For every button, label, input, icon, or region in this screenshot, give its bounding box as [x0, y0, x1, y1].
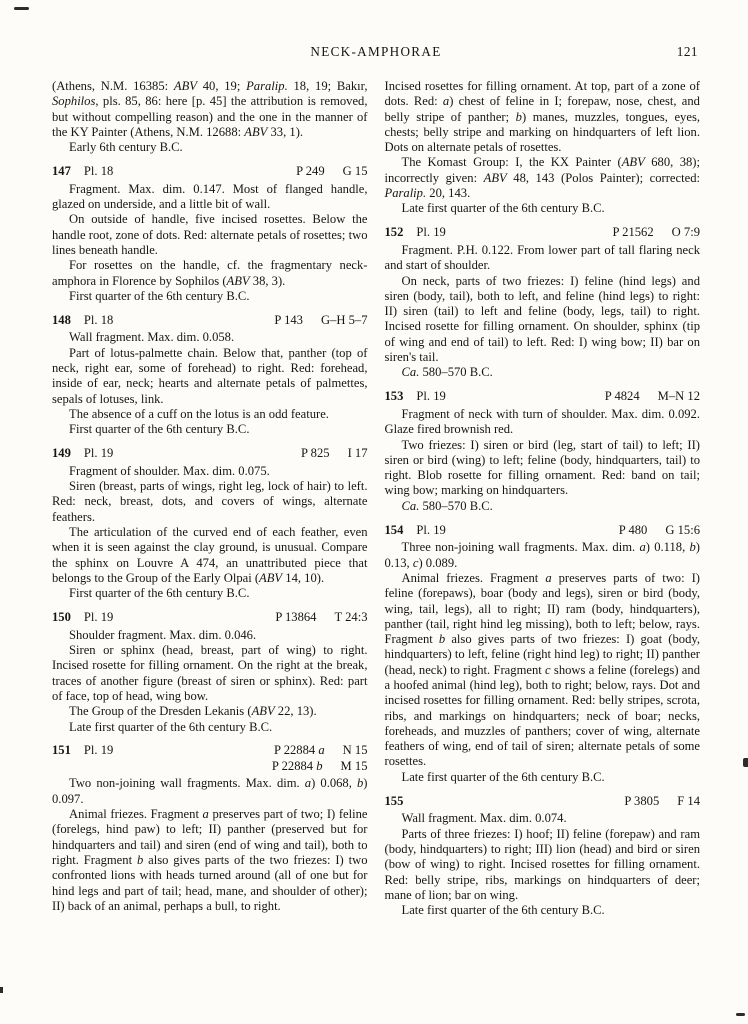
- inventory-number: P 13864: [275, 610, 317, 624]
- inventory-number: P 21562: [612, 225, 654, 240]
- entry-number: 147: [52, 163, 71, 178]
- paragraph: The Group of the Dresden Lekanis (ABV 22, 13).: [69, 704, 317, 719]
- inventory-number: P 22884 a: [274, 743, 325, 758]
- paragraph: Late first quarter of the 6th century B.C.: [401, 201, 605, 216]
- inventory-ref-line: [272, 759, 368, 774]
- paragraph: First quarter of the 6th century B.C.: [69, 586, 250, 601]
- entry-header: [52, 164, 368, 179]
- left-column: [52, 79, 368, 918]
- scan-artifact: [743, 758, 748, 767]
- plate-reference: Pl. 19: [83, 610, 114, 624]
- inventory-number: P 143: [274, 312, 303, 327]
- paragraph: The Komast Group: I, the KX Painter (ABV 680, 38); incorrectly given: ABV 48, 143 (Polos Painter); corrected: Paralip. 20, 143.: [384, 155, 700, 201]
- plate-reference: Pl. 19: [416, 389, 446, 404]
- grid-location: G 15:6: [665, 522, 700, 537]
- paragraph: Animal friezes. Fragment a preserves part of two; I) feline (forelegs, hind paw) to left; II) panther (preserved but for hindquarters and tail) and siren (end of wing and tail), both to right. Fragment b also gives parts of the two friezes: I) two confronted lions with heads turned around (all of one but for hind legs and part of tail; head, mane, and shoulder of other); II) back of an animal, perhaps a bull, to right.: [52, 807, 368, 913]
- paragraph: Wall fragment. Max. dim. 0.074.: [401, 811, 567, 826]
- paragraph: For rosettes on the handle, cf. the fragmentary neck-amphora in Florence by Sophilos (ABV 38, 3).: [52, 258, 368, 288]
- entry-header: [52, 446, 368, 461]
- paragraph: Three non-joining wall fragments. Max. dim. a) 0.118, b) 0.13, c) 0.089.: [384, 540, 700, 570]
- paragraph: Two non-joining wall fragments. Max. dim. a) 0.068, b) 0.097.: [52, 776, 368, 806]
- inventory-number: P 3805: [624, 793, 660, 808]
- inventory-number: P 22884 b: [271, 758, 323, 773]
- inventory-refs: [274, 313, 367, 328]
- entry-number: 151: [52, 743, 71, 758]
- inventory-ref-line: [274, 313, 367, 328]
- paragraph: Fragment. Max. dim. 0.147. Most of flanged handle, glazed on underside, and a little bit of wall.: [52, 181, 368, 212]
- running-head: NECK-AMPHORAE: [310, 44, 442, 59]
- entry-number: 152: [384, 225, 404, 240]
- grid-location: T 24:3: [334, 610, 368, 624]
- inventory-number: P 4824: [604, 389, 640, 404]
- plate-reference: Pl. 19: [416, 522, 446, 537]
- page-header: [52, 44, 700, 60]
- entry-header: [385, 523, 701, 538]
- paragraph: (Athens, N.M. 16385: ABV 40, 19; Paralip. 18, 19; Bakır, Sophilos, pls. 85, 86: here [p. 45] the attribution is removed, but without compelling reason) and the one in the manner of the KY Painter (Athens, N.M. 12688: ABV 33, 1).: [52, 79, 368, 139]
- inventory-refs: [275, 610, 367, 625]
- plate-reference: Pl. 19: [83, 446, 114, 461]
- paragraph: Late first quarter of the 6th century B.C.: [401, 903, 605, 918]
- paragraph: Siren or sphinx (head, breast, part of wing) to right. Incised rosette for filling ornament. On the right at the break, traces of another figure (breast of siren or sphinx). Red: part of face, top of head, wing bow.: [52, 643, 368, 703]
- entry-number: 149: [52, 446, 71, 461]
- grid-location: G–H 5–7: [320, 312, 368, 327]
- paragraph: First quarter of the 6th century B.C.: [69, 288, 250, 303]
- inventory-number: P 825: [300, 446, 330, 461]
- paragraph: Early 6th century B.C.: [69, 140, 183, 155]
- entry-header: [52, 610, 368, 625]
- plate-reference: Pl. 18: [83, 163, 114, 178]
- grid-location: I 17: [347, 446, 368, 461]
- right-column: [385, 79, 701, 918]
- paragraph: Ca. 580–570 B.C.: [401, 498, 493, 513]
- paragraph: Fragment of neck with turn of shoulder. Max. dim. 0.092. Glaze fired brownish red.: [384, 406, 700, 437]
- entry-number: 153: [384, 389, 404, 404]
- inventory-ref-line: [275, 610, 367, 625]
- paragraph: Two friezes: I) siren or bird (leg, start of tail) to left; II) siren or bird (wing) to left; feline (body, hindquarters, tail) to right. Blob rosette for filling ornament. Red: band on tail; wing bow; marking on hindquarters.: [384, 437, 700, 498]
- inventory-refs: [605, 389, 700, 404]
- entry-header: [385, 389, 701, 404]
- grid-location: M–N 12: [657, 389, 700, 404]
- scan-artifact: [736, 1013, 745, 1016]
- inventory-ref-line: [272, 743, 368, 758]
- paragraph: Wall fragment. Max. dim. 0.058.: [69, 330, 235, 345]
- scan-artifact: [0, 987, 3, 993]
- inventory-refs: [301, 446, 368, 461]
- paragraph: Ca. 580–570 B.C.: [401, 365, 493, 380]
- inventory-ref-line: [612, 225, 700, 240]
- grid-location: G 15: [342, 163, 368, 178]
- plate-reference: Pl. 19: [83, 743, 114, 758]
- inventory-ref-line: [619, 523, 700, 538]
- inventory-refs: [296, 164, 367, 179]
- paragraph: Animal friezes. Fragment a preserves parts of two: I) feline (forepaws), boar (body and legs), siren or bird (body, wing, tail, legs), all to right; II) ram (body, hindquarters), panther (tail, right hind leg missing), both to left; below, rays. Fragment b also gives parts of two friezes: I) goat (body, hindquarters) to left, feline (right hind leg) to right; II) panther (head, neck) to right. Fragment c shows a feline (forelegs) and a hoofed animal (hind leg), both to right; below, rays. Dot and incised rosettes for filling ornament. Red: belly stripes, scrota, ribs, and markings on hindquarters; neck of boar; necks, foreheads, and muzzles of panthers; cover of wing, alternate feathers of wing, end of tail of siren; alternate petals of some rosettes.: [384, 570, 700, 769]
- grid-location: M 15: [340, 758, 368, 773]
- paragraph: On neck, parts of two friezes: I) feline (hind legs) and siren (body, tail), both to left, and feline (hind legs) to right: II) siren (tail) to left and feline (body, legs, tail) to right. Incised rosette for filling ornament. On shoulder, sphinx (tip of wing and end of tail) to left. Red: I) wing bow; II) bar on siren's tail.: [384, 273, 700, 365]
- plate-reference: Pl. 18: [83, 312, 114, 327]
- inventory-refs: [272, 743, 368, 774]
- inventory-number: P 249: [296, 163, 325, 178]
- paragraph: Late first quarter of the 6th century B.C.: [69, 719, 273, 734]
- grid-location: N 15: [342, 743, 368, 758]
- paragraph: Parts of three friezes: I) hoof; II) feline (forepaw) and ram (body, hindquarters) to right; III) lion (head) and bird or siren (bow of wing) to right. Incised rosettes for filling ornament. Red: belly stripe, ribs, markings on hindquarters of deer; mane of lion; bar on wing.: [384, 826, 700, 902]
- paragraph: Part of lotus-palmette chain. Below that, panther (top of neck, right ear, some of forehead) to right. Red: forehead, inside of ear, neck; hearts and alternate petals of palmettes, sepals of lotuses, link.: [52, 345, 368, 406]
- paragraph: The absence of a cuff on the lotus is an odd feature.: [69, 406, 329, 421]
- scan-artifact: [14, 7, 29, 10]
- inventory-ref-line: [605, 389, 700, 404]
- entry-number: 150: [52, 610, 71, 624]
- inventory-ref-line: [624, 794, 700, 809]
- plate-reference: Pl. 19: [416, 225, 446, 240]
- entry-header: [385, 794, 701, 809]
- inventory-refs: [619, 523, 700, 538]
- inventory-ref-line: [301, 446, 368, 461]
- inventory-refs: [624, 794, 700, 809]
- paragraph: First quarter of the 6th century B.C.: [69, 422, 250, 437]
- grid-location: F 14: [677, 793, 700, 808]
- entry-number: 155: [384, 793, 404, 808]
- paragraph: Fragment. P.H. 0.122. From lower part of tall flaring neck and start of shoulder.: [384, 242, 700, 273]
- grid-location: O 7:9: [671, 225, 700, 240]
- entry-number: 154: [384, 522, 404, 537]
- inventory-ref-line: [296, 164, 367, 179]
- text-columns: [52, 79, 700, 918]
- entry-number: 148: [52, 312, 71, 327]
- page-number: 121: [676, 44, 698, 59]
- paragraph: Incised rosettes for filling ornament. At top, part of a zone of dots. Red: a) chest of feline in I; forepaw, nose, chest, and belly stripe of panther; b) manes, muzzles, tongues, eyes, chests; belly stripe and marking on hindquarters of left lion. Dots on alternate petals of rosettes.: [384, 79, 700, 155]
- paragraph: Shoulder fragment. Max. dim. 0.046.: [69, 627, 257, 642]
- inventory-refs: [612, 225, 700, 240]
- paragraph: The articulation of the curved end of each feather, even when it is seen against the clay ground, is unusual. Compare the sphinx on Louvre A 474, an unattributed piece that belongs to the Group of the Early Olpai (ABV 14, 10).: [52, 525, 368, 585]
- paragraph: Siren (breast, parts of wings, right leg, lock of hair) to left. Red: neck, breast, dots, and covers of wings, alternate feathers.: [52, 479, 368, 524]
- entry-header: [52, 743, 368, 774]
- paragraph: Fragment of shoulder. Max. dim. 0.075.: [69, 463, 270, 478]
- entry-header: [385, 225, 701, 240]
- paragraph: On outside of handle, five incised rosettes. Below the handle root, zone of dots. Red: alternate petals of rosettes; two lines beneath handle.: [52, 212, 368, 257]
- entry-header: [52, 313, 368, 328]
- paragraph: Late first quarter of the 6th century B.C.: [401, 769, 605, 784]
- inventory-number: P 480: [618, 522, 648, 537]
